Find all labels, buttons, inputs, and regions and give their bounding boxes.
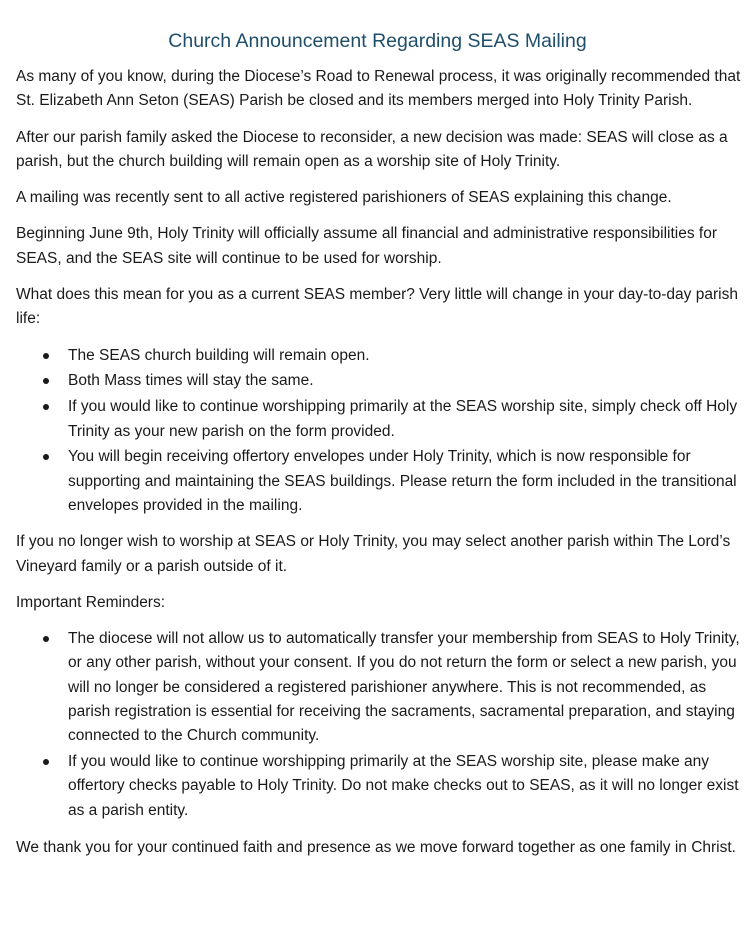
list-item-text: The diocese will not allow us to automatically transfer your membership from SEAS to Holy Trinity, or any other parish, without your consent. If you do not return the form or select a new parish, you will no longer be considered a registered parishioner anywhere. This is not recommended, as parish registration is essential for receiving the sacraments, sacramental preparation, and staying connected to the Church community.	[68, 630, 740, 745]
changes-list	[16, 344, 745, 519]
list-item-text: If you would like to continue worshipping primarily at the SEAS worship site, please make any offertory checks payable to Holy Trinity. Do not make checks out to SEAS, as it will no longer exist as a parish entity.	[68, 753, 739, 819]
reminders-heading: Important Reminders:	[16, 593, 166, 611]
bullet-icon	[43, 636, 49, 642]
bullet-icon	[43, 759, 49, 765]
bullet-icon	[43, 404, 49, 410]
list-item-text: The SEAS church building will remain open.	[68, 346, 370, 364]
list-item-text: Both Mass times will stay the same.	[68, 372, 314, 390]
list-item	[16, 395, 745, 444]
bullet-icon	[43, 378, 49, 384]
paragraph-transition-date: Beginning June 9th, Holy Trinity will officially assume all financial and administrative responsibilities for SEAS, and the SEAS site will continue to be used for worship.	[16, 225, 717, 267]
paragraph-background: As many of you know, during the Diocese’s Road to Renewal process, it was originally recommended that St. Elizabeth Ann Seton (SEAS) Parish be closed and its members merged into Holy Trinity Parish.	[16, 68, 741, 110]
paragraph-closing: We thank you for your continued faith and presence as we move forward together as one family in Christ.	[16, 839, 736, 857]
list-item-text: You will begin receiving offertory envelopes under Holy Trinity, which is now responsible for supporting and maintaining the SEAS buildings. Please return the form included in the transitional envelopes provided in the mailing.	[68, 448, 737, 514]
list-item	[16, 627, 745, 748]
paragraph-other-parish: If you no longer wish to worship at SEAS or Holy Trinity, you may select another parish within The Lord’s Vineyard family or a parish outside of it.	[16, 533, 731, 575]
list-item-text: If you would like to continue worshipping primarily at the SEAS worship site, simply check off Holy Trinity as your new parish on the form provided.	[68, 398, 738, 440]
page-title: Church Announcement Regarding SEAS Mailing	[168, 30, 587, 52]
paragraph-decision: After our parish family asked the Diocese to reconsider, a new decision was made: SEAS will close as a parish, but the church building will remain open as a worship site of Holy Trinity.	[16, 128, 728, 170]
list-item	[16, 750, 745, 823]
list-item	[16, 344, 745, 368]
bullet-icon	[43, 353, 49, 359]
list-item	[16, 445, 745, 518]
bullet-icon	[43, 454, 49, 460]
list-item	[16, 369, 745, 393]
paragraph-what-it-means: What does this mean for you as a current SEAS member? Very little will change in your day-to-day parish life:	[16, 286, 738, 328]
paragraph-mailing: A mailing was recently sent to all active registered parishioners of SEAS explaining this change.	[16, 189, 672, 207]
reminders-list	[16, 627, 745, 823]
